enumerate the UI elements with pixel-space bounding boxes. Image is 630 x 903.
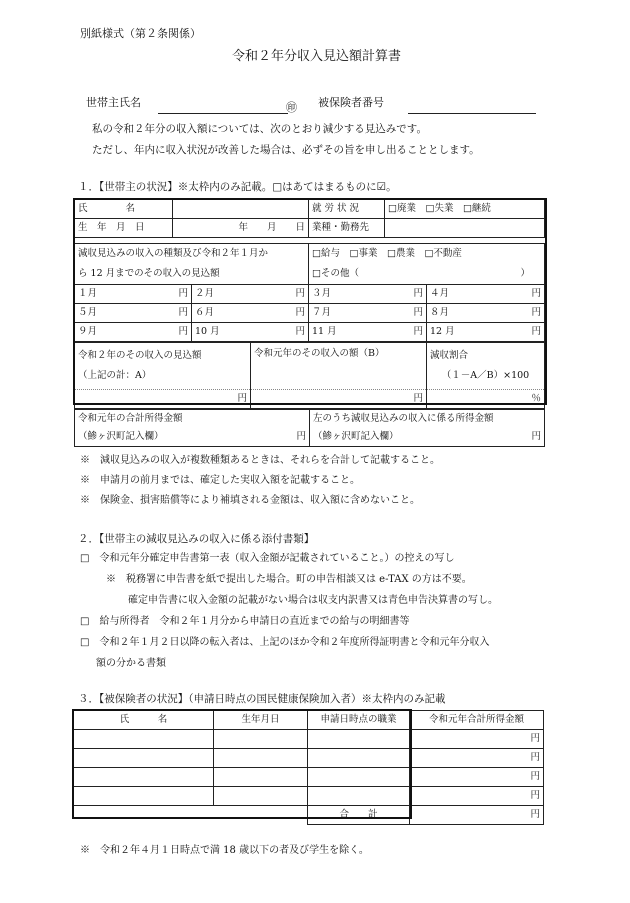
intro-line-1: 私の令和２年分の収入額については、次のとおり減少する見込みです。: [92, 123, 427, 135]
insured-income-cell: 円: [410, 768, 544, 787]
total-income-cell: 円: [410, 806, 544, 825]
name-input[interactable]: [173, 200, 309, 219]
month-cell[interactable]: ７月 円: [309, 304, 427, 323]
month-cell[interactable]: ９月 円: [75, 323, 192, 342]
month-cell[interactable]: ５月 円: [75, 304, 192, 323]
month-cell[interactable]: ６月 円: [192, 304, 309, 323]
month-cell[interactable]: ８月 円: [427, 304, 545, 323]
table-row: [74, 730, 544, 749]
seal-mark: ㊞: [286, 101, 297, 114]
reduction-ratio-label: 減収割合 （１－A／B）×100: [427, 343, 545, 390]
birth-input[interactable]: 年 月 日: [173, 219, 309, 238]
attachment-item-3[interactable]: □ 令和２年１月２日以降の転入者は、上記のほか令和２年度所得証明書と令和元年分収入: [80, 637, 490, 648]
section3-heading: ３．【被保険者の状況】（申請日時点の国民健康保険加入者）※太枠内のみ記載: [78, 693, 446, 705]
income-type-label: [75, 244, 309, 285]
total-label: 合 計: [308, 806, 410, 825]
note1-item: ※ 申請月の前月までは、確定した実収入額を記載すること。: [80, 475, 360, 486]
attachment-note-1: ※ 税務署に申告書を紙で提出した場合。町の申告相談又は e-TAX の方は不要。: [106, 574, 472, 585]
insured-income-cell: 円: [410, 787, 544, 806]
insured-name-input[interactable]: [74, 787, 214, 806]
insured-job-input[interactable]: [308, 730, 410, 749]
insured-name-input[interactable]: [74, 730, 214, 749]
insured-number-label: 被保険者番号: [318, 96, 384, 109]
col-birth-header: 生年月日: [214, 711, 308, 730]
month-cell[interactable]: 12 月 円: [427, 323, 545, 342]
industry-label: 業種・勤務先: [309, 219, 385, 238]
insured-income-cell: 円: [410, 749, 544, 768]
industry-input[interactable]: [385, 219, 545, 238]
col-income-header: 令和元年合計所得金額: [410, 711, 544, 730]
attachment-item-1[interactable]: □ 令和元年分確定申告書第一表（収入金額が記載されていること。）の控えの写し: [80, 553, 455, 564]
employment-label: 就 労 状 況: [309, 200, 385, 219]
income-type-options-line2[interactable]: □その他（ ）: [312, 268, 530, 279]
insured-number-field[interactable]: [408, 113, 536, 114]
expected-income-input[interactable]: 円: [75, 390, 251, 409]
section2-heading: ２．【世帯主の減収見込みの収入に係る添付書類】: [78, 533, 315, 545]
totals-table: [74, 342, 545, 409]
householder-basic-table: [74, 199, 545, 238]
col-name-header: 氏 名: [74, 711, 214, 730]
insured-job-input[interactable]: [308, 768, 410, 787]
insured-birth-input[interactable]: [214, 768, 308, 787]
name-label: 氏 名: [75, 200, 173, 219]
income-type-label-line2: ら 12 月までのその収入の見込額: [78, 268, 220, 279]
insured-name-input[interactable]: [74, 749, 214, 768]
note1-item: ※ 保険金、損害賠償等により補填される金額は、収入額に含めないこと。: [80, 495, 420, 506]
town-use-table: [74, 409, 545, 447]
reduced-income-field: （鯵ヶ沢町記入欄） 円: [310, 428, 545, 447]
income-type-options[interactable]: [309, 244, 545, 285]
page-title: 令和２年分収入見込額計算書: [232, 49, 402, 64]
prev-income-input[interactable]: 円: [251, 390, 427, 409]
total-income-field: （鯵ヶ沢町記入欄） 円: [75, 428, 310, 447]
income-table: [74, 243, 545, 342]
month-cell[interactable]: １月 円: [75, 285, 192, 304]
insured-income-cell: 円: [410, 730, 544, 749]
insured-birth-input[interactable]: [214, 749, 308, 768]
note1-item: ※ 減収見込みの収入が複数種類あるときは、それらを合計して記載すること。: [80, 455, 440, 466]
reduced-income-label: 左のうち減収見込みの収入に係る所得金額: [310, 410, 545, 429]
month-cell[interactable]: ２月 円: [192, 285, 309, 304]
employment-options[interactable]: □廃業 □失業 □継続: [385, 200, 545, 219]
income-type-label-line1: 減収見込みの収入の種類及び令和２年１月か: [78, 248, 269, 259]
total-income-label: 令和元年の合計所得金額: [75, 410, 310, 429]
intro-line-2: ただし、年内に収入状況が改善した場合は、必ずその旨を申し出ることとします。: [92, 144, 480, 156]
form-label: 別紙様式（第２条関係）: [80, 27, 201, 40]
birth-label: 生 年 月 日: [75, 219, 173, 238]
section3-note: ※ 令和２年４月１日時点で満 18 歳以下の者及び学生を除く。: [80, 845, 369, 856]
month-cell[interactable]: 11 月 円: [309, 323, 427, 342]
householder-name-field[interactable]: [158, 113, 288, 114]
reduction-ratio-input[interactable]: ％: [427, 390, 545, 409]
income-type-options-line1[interactable]: □給与 □事業 □農業 □不動産: [312, 248, 462, 259]
month-cell[interactable]: ４月 円: [427, 285, 545, 304]
insured-job-input[interactable]: [308, 749, 410, 768]
attachment-item-2[interactable]: □ 給与所得者 令和２年１月分から申請日の直近までの給与の明細書等: [80, 616, 410, 627]
attachment-note-2: 確定申告書に収入金額の記載がない場合は収支内訳書又は青色申告決算書の写し。: [128, 595, 498, 606]
table-row: [74, 787, 544, 806]
insured-job-input[interactable]: [308, 787, 410, 806]
insured-table: [73, 710, 544, 825]
month-cell[interactable]: ３月 円: [309, 285, 427, 304]
section1-heading: １．【世帯主の状況】※太枠内のみ記載。□はあてはまるものに☑。: [78, 181, 397, 193]
month-cell[interactable]: 10 月 円: [192, 323, 309, 342]
insured-birth-input[interactable]: [214, 787, 308, 806]
attachment-item-3-cont: 額の分かる書類: [96, 658, 166, 669]
table-row: [74, 768, 544, 787]
insured-birth-input[interactable]: [214, 730, 308, 749]
col-job-header: 申請日時点の職業: [308, 711, 410, 730]
table-row: [74, 749, 544, 768]
expected-income-label: 令和２年のその収入の見込額 （上記の計：A）: [75, 343, 251, 390]
householder-label: 世帯主氏名: [86, 96, 141, 109]
prev-income-label: 令和元年のその収入の額（B）: [251, 343, 427, 390]
insured-name-input[interactable]: [74, 768, 214, 787]
